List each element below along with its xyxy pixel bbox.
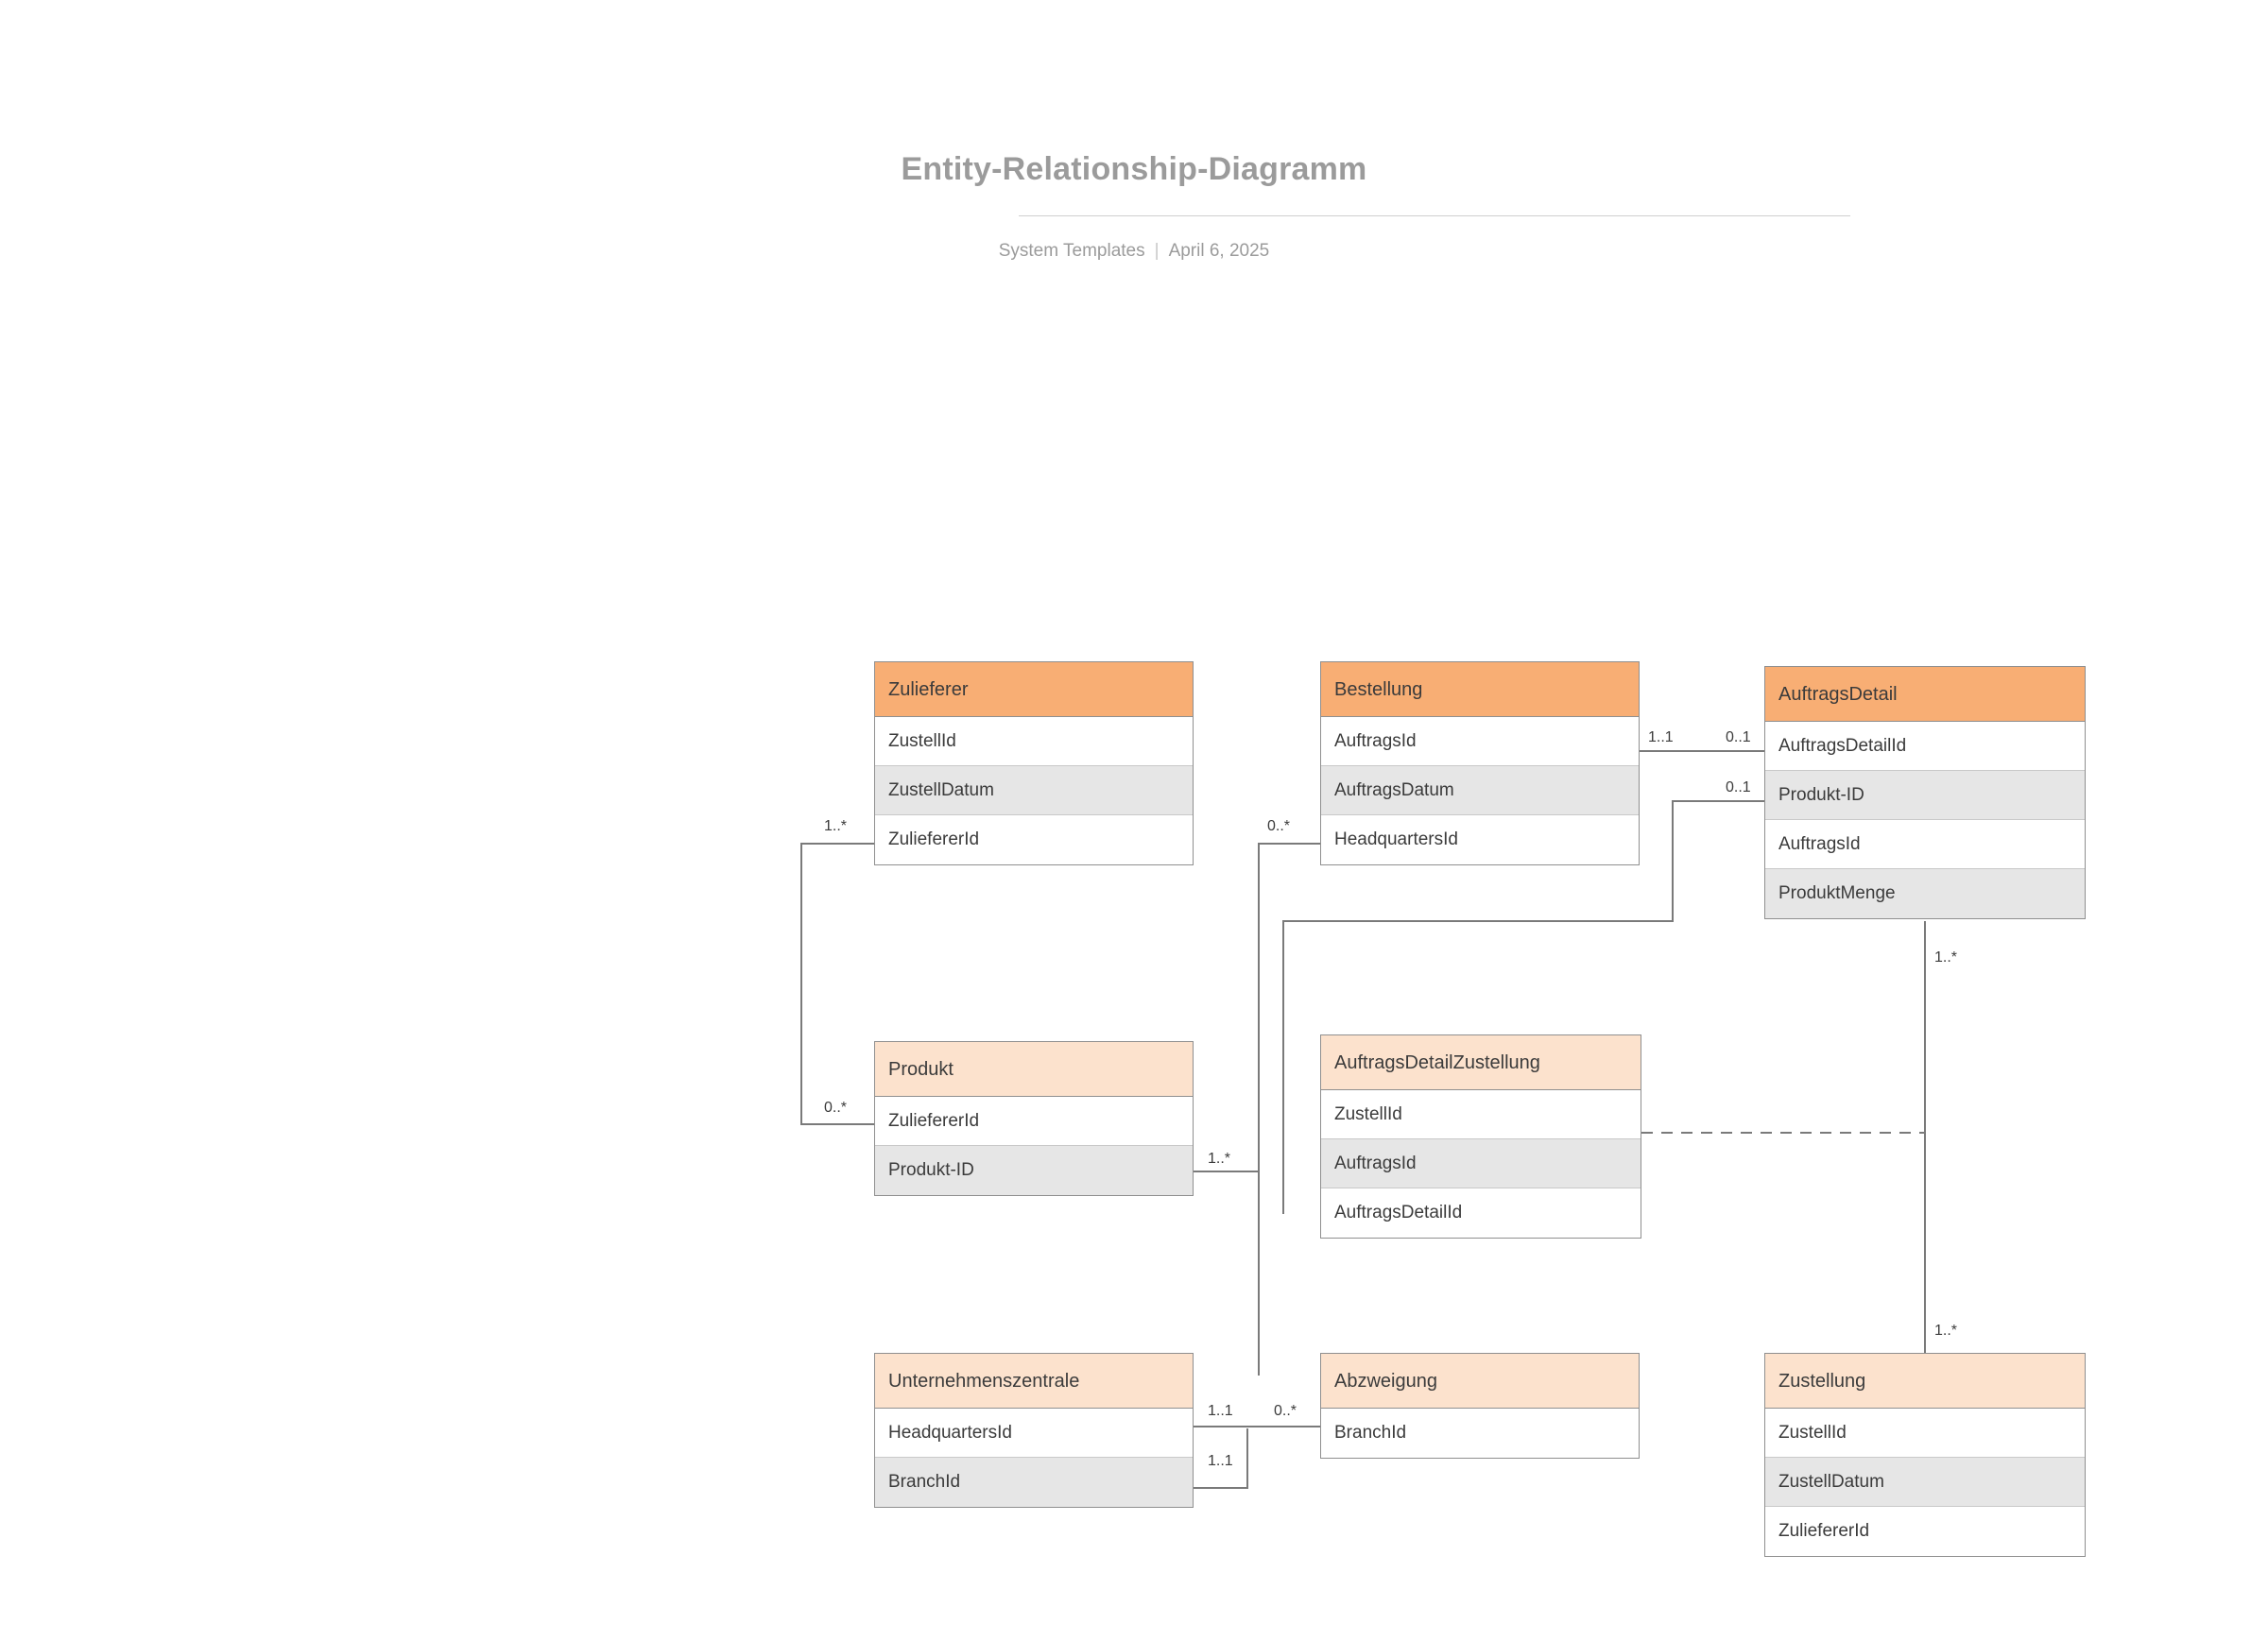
entity-title: AuftragsDetail xyxy=(1765,667,2085,722)
entity-attribute: ZuliefererId xyxy=(875,1097,1193,1146)
cardinality-label: 0..* xyxy=(1274,1403,1297,1419)
entity-zulieferer[interactable] xyxy=(874,661,1194,865)
entity-attribute: ZustellId xyxy=(1321,1090,1641,1139)
entity-attribute: ProduktMenge xyxy=(1765,869,2085,918)
entity-attribute: BranchId xyxy=(1334,1423,1407,1443)
entity-attribute: ZustellDatum xyxy=(1765,1458,2085,1507)
entity-unternehmenszentrale[interactable] xyxy=(874,1353,1194,1508)
entity-attribute: ZustellId xyxy=(1765,1409,2085,1458)
entity-attribute: ZuliefererId xyxy=(888,829,980,849)
entity-attribute: HeadquartersId xyxy=(1334,829,1458,849)
entity-title: Zustellung xyxy=(1765,1354,2085,1409)
entity-auftragsdetail[interactable] xyxy=(1764,666,2086,919)
entity-attribute: AuftragsId xyxy=(1321,717,1639,766)
entity-title: Abzweigung xyxy=(1321,1354,1639,1409)
page-title: Entity-Relationship-Diagramm xyxy=(901,151,1367,187)
entity-attribute: Produkt-ID xyxy=(1765,771,2085,820)
entity-attribute: AuftragsDetailId xyxy=(1334,1203,1463,1222)
cardinality-label: 1..1 xyxy=(1648,729,1674,745)
entity-title: AuftragsDetailZustellung xyxy=(1321,1035,1641,1090)
connector-zulieferer-produkt xyxy=(801,844,874,1124)
cardinality-label: 0..1 xyxy=(1726,779,1751,795)
entity-attribute: AuftragsId xyxy=(1321,1139,1641,1188)
entity-attribute: ZustellId xyxy=(875,717,1193,766)
entity-bestellung[interactable] xyxy=(1320,661,1640,865)
entity-attribute: ZuliefererId xyxy=(1778,1521,1870,1541)
cardinality-label: 0..* xyxy=(1267,818,1291,834)
entity-title: Zulieferer xyxy=(875,662,1193,717)
subtitle-separator: | xyxy=(1154,241,1160,261)
cardinality-label: 1..* xyxy=(1934,1323,1958,1339)
cardinality-label: 1..* xyxy=(824,818,848,834)
entity-title: Unternehmenszentrale xyxy=(875,1354,1193,1409)
entity-attribute: HeadquartersId xyxy=(875,1409,1193,1458)
connector-bestellung-down-auftragsdetail xyxy=(1259,844,1320,1214)
title-divider xyxy=(1019,215,1850,216)
entity-attribute: Produkt-ID xyxy=(875,1146,1193,1195)
entity-auftragsdetailzustellung[interactable] xyxy=(1320,1034,1641,1239)
entity-produkt[interactable] xyxy=(874,1041,1194,1196)
subtitle-date: April 6, 2025 xyxy=(1168,241,1270,261)
entity-abzweigung[interactable] xyxy=(1320,1353,1640,1459)
entity-attribute: AuftragsId xyxy=(1765,820,2085,869)
entity-attribute: AuftragsDetailId xyxy=(1765,722,2085,771)
entity-zustellung[interactable] xyxy=(1764,1353,2086,1557)
entity-attribute: AuftragsDatum xyxy=(1321,766,1639,815)
cardinality-label: 1..* xyxy=(1208,1151,1231,1167)
cardinality-label: 0..* xyxy=(824,1100,848,1116)
subtitle-source: System Templates xyxy=(998,241,1145,261)
entity-title: Bestellung xyxy=(1321,662,1639,717)
cardinality-label: 0..1 xyxy=(1726,729,1751,745)
entity-title: Produkt xyxy=(875,1042,1193,1097)
cardinality-label: 1..* xyxy=(1934,949,1958,966)
entity-attribute: BranchId xyxy=(875,1458,1193,1507)
cardinality-label: 1..1 xyxy=(1208,1403,1233,1419)
page-subtitle xyxy=(0,241,2268,262)
cardinality-label: 1..1 xyxy=(1208,1453,1233,1469)
entity-attribute: ZustellDatum xyxy=(875,766,1193,815)
